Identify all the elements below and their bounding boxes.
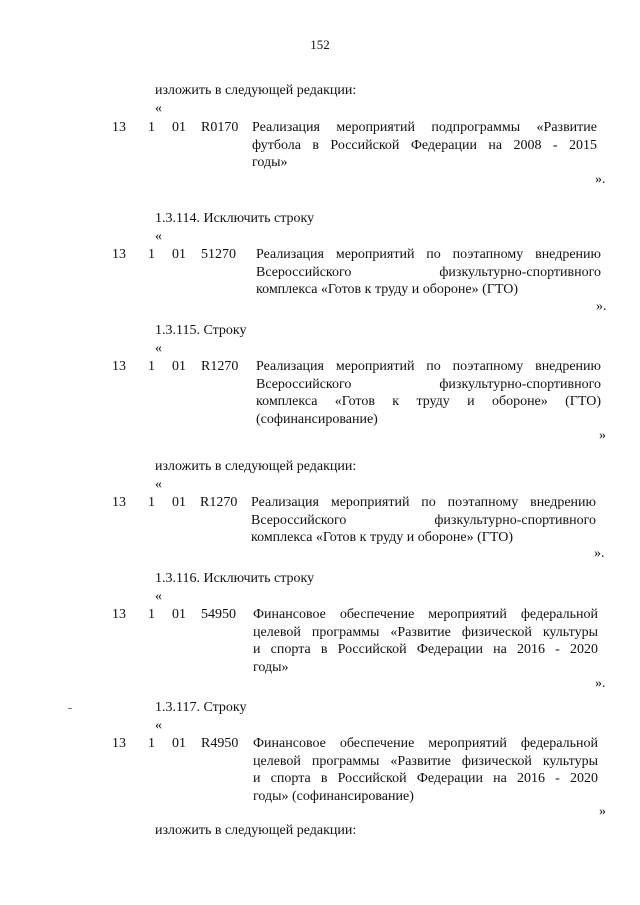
closing-quote: » (599, 804, 606, 819)
code-program: 01 (172, 607, 186, 622)
code-expense: R1270 (201, 359, 239, 374)
line-description (251, 494, 596, 547)
code-expense: 51270 (201, 247, 236, 262)
closing-quote: ». (594, 546, 605, 561)
description-line: целевой программы «Развитие физической культуры (253, 624, 598, 640)
opening-quote: « (155, 229, 162, 244)
description-line: и спорта в Российской Федерации на 2016 - 2020 (253, 642, 598, 657)
code-subsection: 1 (148, 359, 155, 374)
code-program: 01 (172, 247, 186, 262)
description-line: и спорта в Российской Федерации на 2016 - 2020 (253, 771, 598, 786)
description-line: Реализация мероприятий по поэтапному внедрению (256, 247, 601, 262)
description-line: комплекса «Готов к труду и обороне» (ГТО) (251, 530, 514, 545)
line-description (253, 606, 598, 676)
amendment-instruction: изложить в следующей редакции: (155, 83, 357, 98)
opening-quote: « (155, 341, 162, 356)
closing-quote: ». (595, 172, 606, 187)
opening-quote: « (155, 589, 162, 604)
line-description (252, 119, 597, 172)
final-instruction: изложить в следующей редакции: (155, 823, 357, 838)
code-section: 13 (112, 359, 126, 374)
description-line: Всероссийского физкультурно-спортивного (251, 512, 596, 528)
description-line: (софинансирование) (256, 411, 378, 427)
code-section: 13 (112, 607, 126, 622)
line-description (256, 358, 601, 428)
description-line: комплекса «Готов к труду и обороне» (ГТО) (256, 394, 601, 409)
description-line: Всероссийского физкультурно-спортивного (256, 264, 601, 280)
opening-quote: « (155, 718, 162, 733)
description-line: Всероссийского физкультурно-спортивного (256, 376, 601, 392)
code-program: 01 (172, 495, 186, 510)
code-subsection: 1 (148, 495, 155, 510)
line-description (256, 246, 601, 299)
description-line: Финансовое обеспечение мероприятий федеральной (253, 736, 598, 751)
page-number: 152 (310, 37, 330, 52)
description-line: годы» (софинансирование) (253, 788, 414, 804)
closing-quote: » (599, 428, 606, 443)
code-subsection: 1 (148, 247, 155, 262)
description-line: Реализация мероприятий подпрограммы «Развитие (252, 120, 597, 135)
code-section: 13 (112, 495, 126, 510)
code-expense: R0170 (201, 120, 239, 135)
code-subsection: 1 (148, 607, 155, 622)
code-subsection: 1 (148, 120, 155, 135)
description-line: Финансовое обеспечение мероприятий федеральной (253, 607, 598, 622)
code-section: 13 (112, 247, 126, 262)
opening-quote: « (155, 101, 162, 116)
code-program: 01 (172, 359, 186, 374)
description-line: Реализация мероприятий по поэтапному внедрению (251, 495, 596, 510)
description-line: Реализация мероприятий по поэтапному внедрению (256, 359, 601, 374)
code-expense: 54950 (201, 607, 236, 622)
code-program: 01 (172, 736, 186, 751)
description-line: целевой программы «Развитие физической культуры (253, 753, 598, 769)
code-section: 13 (112, 120, 126, 135)
description-line: комплекса «Готов к труду и обороне» (ГТО) (256, 282, 519, 297)
section-heading: 1.3.115. Строку (155, 323, 247, 338)
code-expense: R1270 (200, 495, 238, 510)
description-line: годы» (253, 659, 289, 675)
opening-quote: « (155, 477, 162, 492)
description-line: футбола в Российской Федерации на 2008 - 2015 (252, 137, 597, 153)
closing-quote: ». (596, 299, 607, 314)
code-subsection: 1 (148, 736, 155, 751)
amendment-instruction: изложить в следующей редакции: (155, 459, 357, 474)
section-heading: 1.3.117. Строку (155, 700, 247, 715)
closing-quote: ». (595, 676, 606, 691)
code-expense: R4950 (201, 736, 239, 751)
description-line: годы» (252, 155, 288, 170)
section-heading: 1.3.116. Исключить строку (155, 571, 315, 586)
code-section: 13 (112, 736, 126, 751)
line-description (253, 735, 598, 805)
code-program: 01 (172, 120, 186, 135)
scan-margin-mark (68, 708, 72, 709)
section-heading: 1.3.114. Исключить строку (155, 211, 315, 226)
